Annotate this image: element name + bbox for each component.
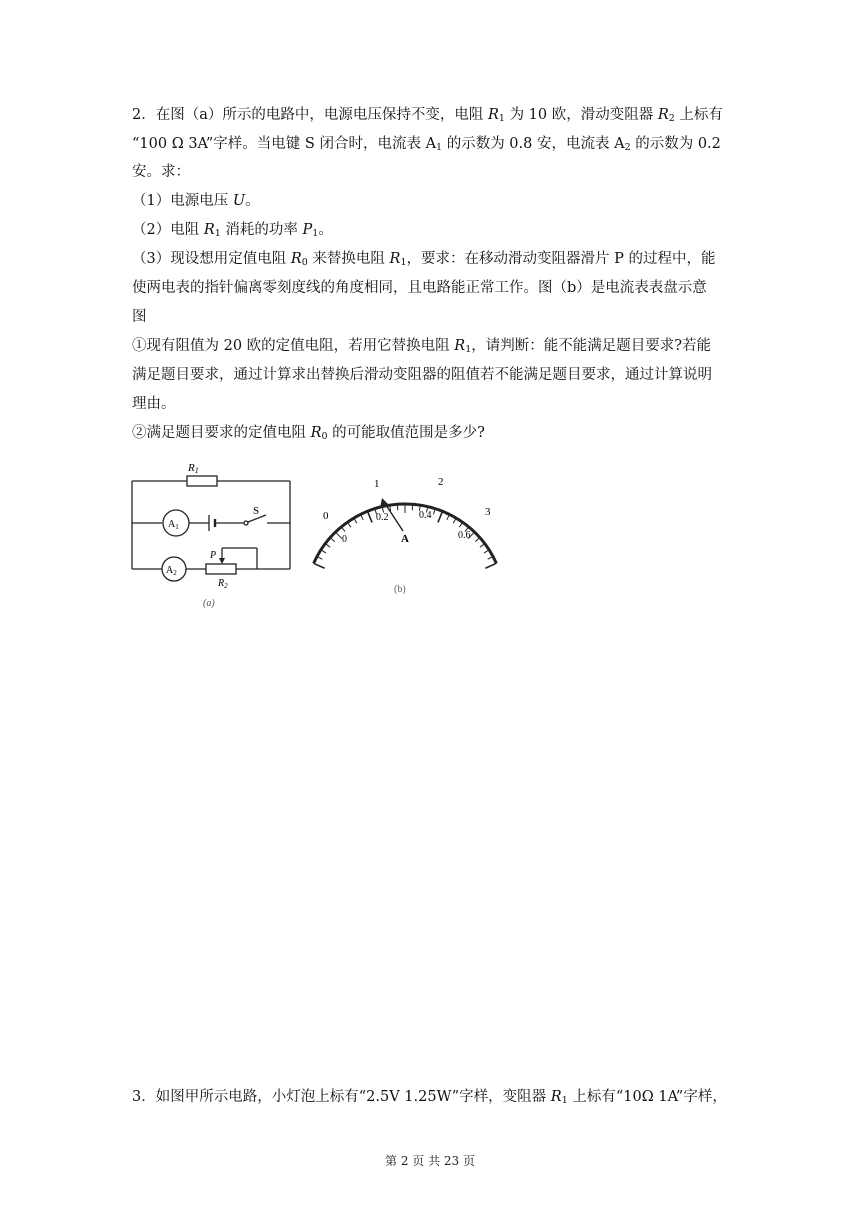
- r2-label: $R_2$: [218, 578, 228, 590]
- question-3-line-2: 使两电表的指针偏离零刻度线的角度相同，且电路能正常工作。图（b）是电流表表盘示意: [132, 280, 707, 296]
- ammeter-dial-b: [310, 462, 520, 604]
- dial-tick: [438, 511, 442, 522]
- resistor-r1: [187, 476, 217, 486]
- upper-label-2: 2: [438, 476, 444, 488]
- problem2-line-2: “100 Ω 3A”字样。当电键 S 闭合时，电流表 $A_1$ 的示数为 0.8 安，电流表 $A_2$ 的示数为 0.2: [132, 136, 721, 153]
- problem2-line-1: 2．在图（a）所示的电路中，电源电压保持不变，电阻 $R_1$ 为 10 欧，滑动变阻器 $R_2$ 上标有: [132, 107, 723, 124]
- upper-label-3: 3: [485, 506, 491, 518]
- dial-tick: [480, 544, 485, 548]
- a1-label: $A_1$: [168, 519, 179, 531]
- circuit-diagram-a: [120, 452, 305, 612]
- subquestion-1-line-3: 理由。: [132, 396, 176, 412]
- question-2: （2）电阻 $R_1$ 消耗的功率 $P_1$。: [132, 222, 333, 239]
- subquestion-2: ②满足题目要求的定值电阻 $R_0$ 的可能取值范围是多少?: [132, 425, 485, 442]
- dial-tick: [475, 538, 479, 542]
- problem2-line-3: 安。求：: [132, 164, 190, 180]
- question-3-line-3: 图: [132, 309, 147, 325]
- dial-tick: [321, 550, 326, 553]
- a2-label: $A_2$: [166, 565, 177, 577]
- rheostat-r2: [206, 564, 236, 574]
- question-3-line-1: （3）现设想用定值电阻 $R_0$ 来替换电阻 $R_1$，要求：在移动滑动变阻器滑片 P 的过程中，能: [132, 251, 716, 268]
- dial-tick: [484, 550, 489, 553]
- dial-tick: [336, 532, 342, 538]
- caption-b: (b): [394, 584, 406, 595]
- lower-label-0-2: 0.2: [376, 512, 389, 523]
- upper-label-0: 0: [323, 510, 329, 522]
- slider-arrow-icon: [219, 558, 225, 564]
- subquestion-1-line-1: ①现有阻值为 20 欧的定值电阻，若用它替换电阻 $R_1$，请判断：能不能满足题目要求?若能: [132, 338, 712, 355]
- dial-tick: [347, 522, 350, 527]
- dial-tick: [330, 538, 334, 542]
- r1-label: R1: [188, 462, 199, 475]
- lower-label-0-4: 0.4: [419, 510, 432, 521]
- upper-label-1: 1: [374, 478, 380, 490]
- dial-tick: [341, 527, 345, 532]
- dial-tick: [314, 563, 325, 568]
- problem2-number: 2．: [132, 107, 156, 123]
- lower-label-0: 0: [342, 534, 347, 545]
- caption-a: (a): [203, 598, 215, 609]
- page-footer: 第 2 页 共 23 页: [385, 1154, 475, 1168]
- subquestion-1-line-2: 满足题目要求，通过计算求出替换后滑动变阻器的阻值若不能满足题目要求，通过计算说明: [132, 367, 712, 383]
- problem3-number: 3．: [132, 1089, 156, 1105]
- unit-label: A: [401, 533, 409, 545]
- dial-tick: [325, 544, 330, 548]
- p-label: P: [210, 550, 217, 561]
- dial-tick: [459, 522, 462, 527]
- dial-tick: [368, 511, 372, 522]
- s-label: S: [253, 505, 260, 517]
- question-1: （1）电源电压 U。: [132, 193, 260, 209]
- dial-tick: [485, 563, 496, 568]
- problem3-line-1: 3．如图甲所示电路，小灯泡上标有“2.5V 1.25W”字样，变阻器 $R_1$ 上标有“10Ω 1A”字样，: [132, 1089, 727, 1106]
- lower-label-0-6: 0.6: [458, 530, 471, 541]
